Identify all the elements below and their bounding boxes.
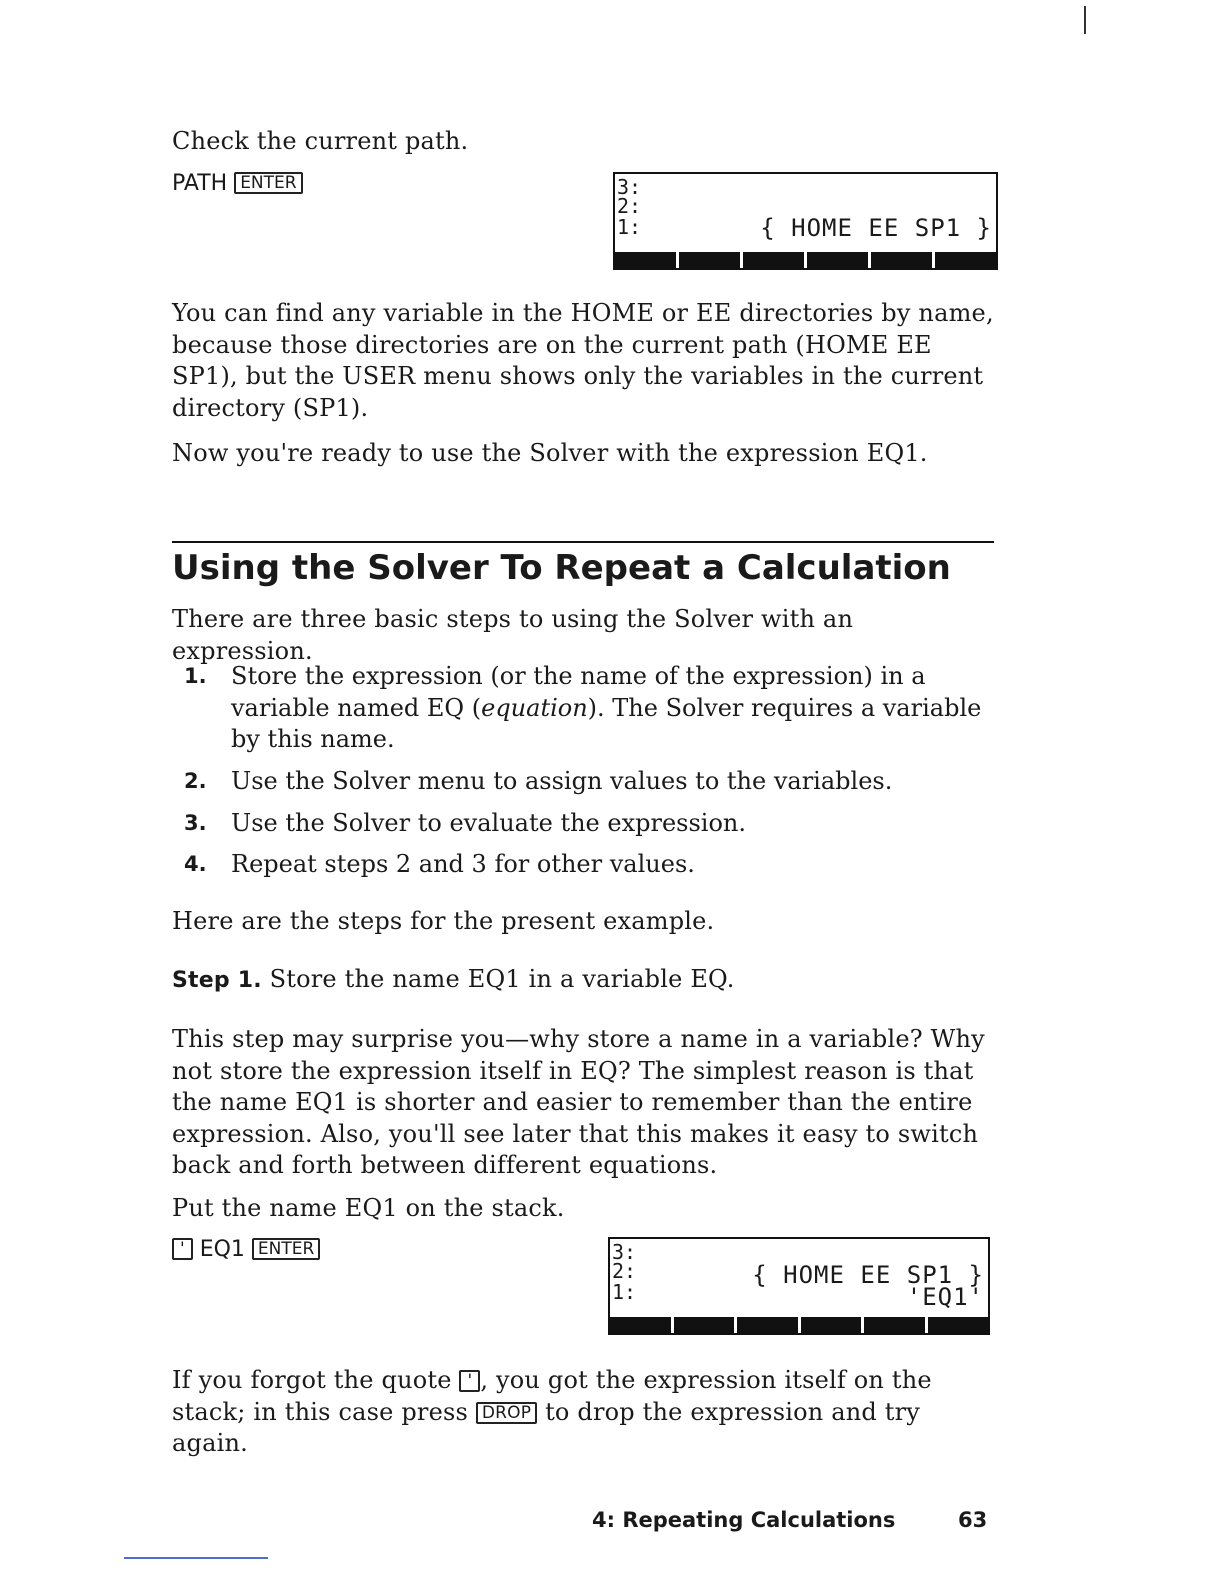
margin-mark xyxy=(1084,6,1086,34)
section-divider xyxy=(172,541,994,543)
path-cmd-label: PATH xyxy=(172,171,228,196)
paragraph-path-explanation: You can find any variable in the HOME or EE directories by name, because those directories are on the current path (HOME EE SP1), but the USER menu shows only the variables in the current directory (SP1). xyxy=(172,299,994,422)
step-number-1: 1. xyxy=(184,664,207,688)
stack-level-1-value: { HOME EE SP1 } xyxy=(760,214,992,242)
step-number-4: 4. xyxy=(184,852,207,876)
menu-key-2 xyxy=(674,1317,735,1333)
step-text-4: Repeat steps 2 and 3 for other values. xyxy=(231,850,695,878)
menu-key-6 xyxy=(928,1317,989,1333)
step-1-text-a: Store the expression (or the name of the expression) in a variable named EQ ( xyxy=(231,662,926,722)
menu-bar-2 xyxy=(610,1317,988,1333)
check-path-text: Check the current path. xyxy=(172,127,469,155)
calculator-display-1 xyxy=(613,172,998,270)
paragraph-ready: Now you're ready to use the Solver with the expression EQ1. xyxy=(172,439,928,467)
calculator-display-2 xyxy=(608,1237,990,1335)
step-text-3: Use the Solver to evaluate the expression. xyxy=(231,809,747,837)
stack-level-1-label: 1: xyxy=(617,215,642,239)
example-intro: Here are the steps for the present example. xyxy=(172,907,715,935)
enter-key: ENTER xyxy=(234,172,302,194)
quote-key-inline: ' xyxy=(459,1370,480,1392)
menu-key-3 xyxy=(737,1317,798,1333)
stack-level-2-value: { HOME EE SP1 } xyxy=(752,1261,984,1289)
step-1-description: Store the name EQ1 in a variable EQ. xyxy=(269,965,735,993)
step-1-emphasis: equation xyxy=(481,693,588,722)
closing-part-3: to drop the expression and try again. xyxy=(172,1397,921,1457)
step-1-label: Step 1. xyxy=(172,968,262,993)
stack-level-1-label-2: 1: xyxy=(612,1280,637,1304)
stack-level-3-label: 3: xyxy=(617,175,642,199)
path-command xyxy=(172,170,303,198)
menu-key-4 xyxy=(801,1317,862,1333)
stack-level-2-label: 2: xyxy=(617,194,642,218)
menu-key-5 xyxy=(871,252,932,268)
eq1-keystrokes xyxy=(172,1236,320,1264)
step-text-1 xyxy=(231,661,1001,756)
stack-level-3-label-2: 3: xyxy=(612,1240,637,1264)
page-number: 63 xyxy=(958,1508,988,1532)
drop-key: DROP xyxy=(476,1402,537,1424)
menu-key-4 xyxy=(807,252,868,268)
step-text-2: Use the Solver menu to assign values to the variables. xyxy=(231,767,893,795)
paragraph-why-name: This step may surprise you—why store a name in a variable? Why not store the expression itself in EQ? The simplest reason is that the name EQ1 is shorter and easier to remember than the entire expression. Also, you'll see later that this makes it easy to switch back and forth between different equations. xyxy=(172,1025,985,1179)
paragraph-forgot-quote xyxy=(172,1365,994,1460)
menu-key-1 xyxy=(610,1317,671,1333)
menu-bar xyxy=(615,252,996,268)
step-number-2: 2. xyxy=(184,769,207,793)
menu-key-3 xyxy=(743,252,804,268)
step-number-3: 3. xyxy=(184,811,207,835)
step-1-text-b: ). The Solver requires a variable by this name. xyxy=(231,693,982,753)
quote-key: ' xyxy=(172,1238,193,1260)
menu-key-1 xyxy=(615,252,676,268)
stack-level-2-label-2: 2: xyxy=(612,1259,637,1283)
put-name-text: Put the name EQ1 on the stack. xyxy=(172,1194,565,1222)
step-1-line xyxy=(172,964,994,997)
section-intro: There are three basic steps to using the Solver with an expression. xyxy=(172,605,854,665)
eq1-label: EQ1 xyxy=(199,1237,245,1262)
enter-key-2: ENTER xyxy=(252,1238,320,1260)
bottom-rule xyxy=(124,1557,268,1559)
menu-key-5 xyxy=(864,1317,925,1333)
menu-key-6 xyxy=(935,252,996,268)
closing-part-1: If you forgot the quote xyxy=(172,1366,452,1394)
closing-part-2: , you got the expression itself on the stack; in this case press xyxy=(172,1366,932,1426)
stack-level-1-value-2: 'EQ1' xyxy=(906,1283,984,1311)
section-heading: Using the Solver To Repeat a Calculation xyxy=(172,548,951,588)
menu-key-2 xyxy=(679,252,740,268)
footer-chapter: 4: Repeating Calculations xyxy=(592,1508,896,1532)
